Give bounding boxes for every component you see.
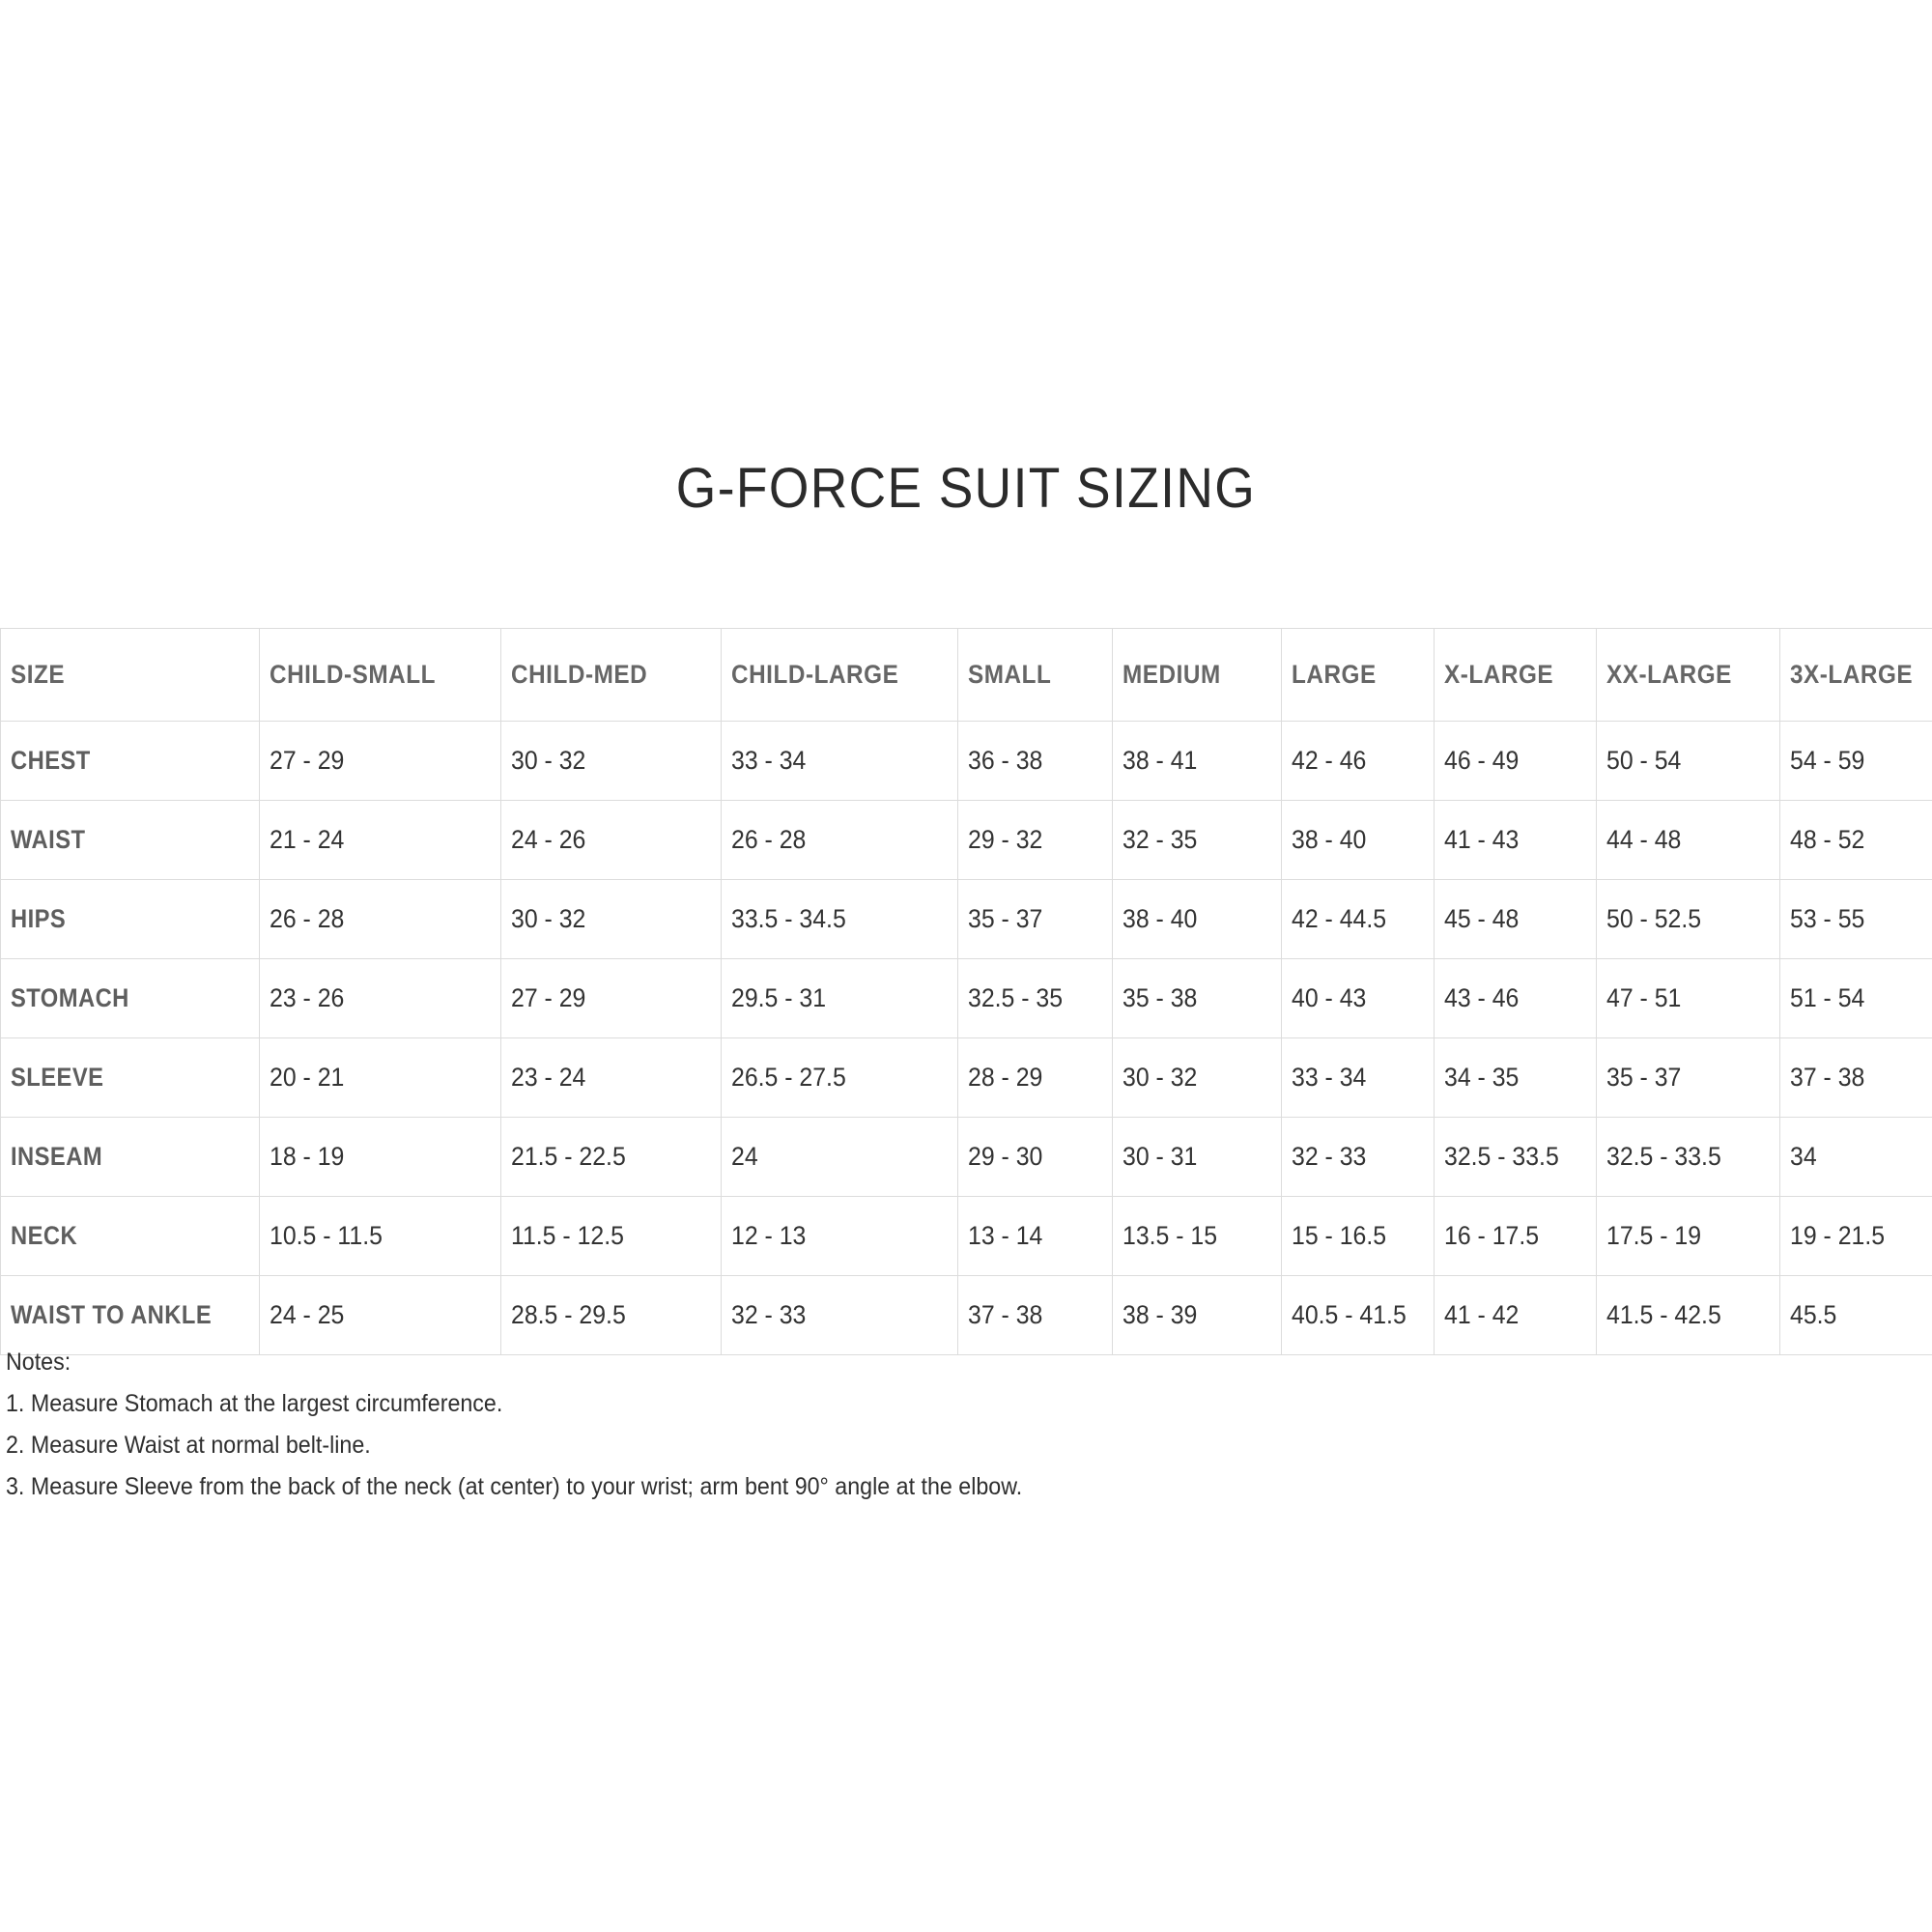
- cell: [1113, 1118, 1282, 1197]
- cell: [501, 1038, 722, 1118]
- column-header-label: SMALL: [968, 660, 1052, 689]
- cell-value: 32 - 33: [1292, 1142, 1367, 1171]
- cell-value: 29 - 32: [968, 825, 1043, 854]
- note-item-text: 2. Measure Waist at normal belt-line.: [6, 1432, 371, 1459]
- column-header-label: XX-LARGE: [1606, 660, 1732, 689]
- cell: [260, 1197, 501, 1276]
- cell: [1282, 1197, 1435, 1276]
- cell-value: 46 - 49: [1444, 746, 1520, 775]
- column-header-label: CHILD-SMALL: [270, 660, 436, 689]
- row-label-inseam: [1, 1118, 260, 1197]
- cell-value: 47 - 51: [1606, 983, 1682, 1012]
- cell-value: 10.5 - 11.5: [270, 1221, 383, 1250]
- cell: [722, 1038, 958, 1118]
- cell: [958, 801, 1113, 880]
- cell-value: 32.5 - 35: [968, 983, 1064, 1012]
- row-label-stomach: [1, 959, 260, 1038]
- note-item: [6, 1392, 1551, 1416]
- cell: [501, 1276, 722, 1355]
- column-header-small: [958, 629, 1113, 722]
- column-header-label: LARGE: [1292, 660, 1377, 689]
- cell-value: 33 - 34: [1292, 1063, 1367, 1092]
- cell-value: 36 - 38: [968, 746, 1043, 775]
- cell-value: 34: [1790, 1142, 1817, 1171]
- cell: [958, 959, 1113, 1038]
- cell-value: 38 - 39: [1122, 1300, 1198, 1329]
- cell: [1597, 1038, 1780, 1118]
- cell-value: 45.5: [1790, 1300, 1837, 1329]
- row-label-text: WAIST: [11, 825, 86, 854]
- row-label-waist: [1, 801, 260, 880]
- cell: [1113, 880, 1282, 959]
- cell: [722, 801, 958, 880]
- cell-value: 11.5 - 12.5: [511, 1221, 624, 1250]
- cell-value: 20 - 21: [270, 1063, 345, 1092]
- cell: [722, 959, 958, 1038]
- column-header-child-med: [501, 629, 722, 722]
- cell: [1780, 1118, 1932, 1197]
- column-header-label: MEDIUM: [1122, 660, 1221, 689]
- cell: [260, 1276, 501, 1355]
- cell: [722, 880, 958, 959]
- cell: [1780, 801, 1932, 880]
- table-row: [1, 1038, 1932, 1118]
- cell-value: 37 - 38: [968, 1300, 1043, 1329]
- row-label-text: NECK: [11, 1221, 78, 1250]
- cell-value: 17.5 - 19: [1606, 1221, 1702, 1250]
- cell-value: 15 - 16.5: [1292, 1221, 1387, 1250]
- column-header-label: 3X-LARGE: [1790, 660, 1914, 689]
- column-header-child-large: [722, 629, 958, 722]
- cell-value: 42 - 44.5: [1292, 904, 1387, 933]
- notes-heading: [6, 1350, 1551, 1375]
- cell-value: 35 - 37: [968, 904, 1043, 933]
- column-header-label: CHILD-LARGE: [731, 660, 899, 689]
- cell-value: 33 - 34: [731, 746, 807, 775]
- cell: [1780, 1276, 1932, 1355]
- column-header-x-large: [1435, 629, 1597, 722]
- cell: [1597, 801, 1780, 880]
- cell: [1597, 880, 1780, 959]
- cell-value: 33.5 - 34.5: [731, 904, 846, 933]
- cell: [722, 722, 958, 801]
- cell: [260, 1118, 501, 1197]
- row-label-neck: [1, 1197, 260, 1276]
- cell: [1113, 801, 1282, 880]
- cell-value: 29.5 - 31: [731, 983, 827, 1012]
- table-header: [1, 629, 1932, 722]
- table-row: [1, 959, 1932, 1038]
- cell: [1597, 959, 1780, 1038]
- cell-value: 41 - 43: [1444, 825, 1520, 854]
- table-row: [1, 880, 1932, 959]
- cell-value: 27 - 29: [511, 983, 586, 1012]
- cell-value: 50 - 52.5: [1606, 904, 1702, 933]
- row-label-text: STOMACH: [11, 983, 129, 1012]
- cell: [1282, 1118, 1435, 1197]
- table-row: [1, 1276, 1932, 1355]
- table-body: [1, 722, 1932, 1355]
- cell: [1435, 801, 1597, 880]
- cell-value: 44 - 48: [1606, 825, 1682, 854]
- cell-value: 40 - 43: [1292, 983, 1367, 1012]
- cell: [958, 1276, 1113, 1355]
- cell: [260, 959, 501, 1038]
- cell: [722, 1197, 958, 1276]
- cell-value: 54 - 59: [1790, 746, 1865, 775]
- row-label-text: WAIST TO ANKLE: [11, 1300, 213, 1329]
- cell-value: 26 - 28: [270, 904, 345, 933]
- cell: [260, 1038, 501, 1118]
- row-label-text: SLEEVE: [11, 1063, 104, 1092]
- cell: [501, 880, 722, 959]
- cell-value: 30 - 31: [1122, 1142, 1198, 1171]
- row-label-chest: [1, 722, 260, 801]
- cell: [501, 1197, 722, 1276]
- cell: [1435, 1276, 1597, 1355]
- cell-value: 23 - 26: [270, 983, 345, 1012]
- cell-value: 30 - 32: [511, 904, 586, 933]
- cell: [1113, 1197, 1282, 1276]
- cell-value: 28 - 29: [968, 1063, 1043, 1092]
- cell-value: 30 - 32: [1122, 1063, 1198, 1092]
- cell: [1435, 1197, 1597, 1276]
- cell: [260, 880, 501, 959]
- cell: [1780, 880, 1932, 959]
- cell-value: 29 - 30: [968, 1142, 1043, 1171]
- cell-value: 32.5 - 33.5: [1444, 1142, 1559, 1171]
- cell: [1282, 801, 1435, 880]
- cell-value: 24 - 25: [270, 1300, 345, 1329]
- cell: [1780, 1197, 1932, 1276]
- cell-value: 37 - 38: [1790, 1063, 1865, 1092]
- column-header-xx-large: [1597, 629, 1780, 722]
- cell-value: 41.5 - 42.5: [1606, 1300, 1721, 1329]
- notes-section: [6, 1350, 1551, 1517]
- cell-value: 35 - 38: [1122, 983, 1198, 1012]
- cell: [1597, 1118, 1780, 1197]
- column-header-3x-large: [1780, 629, 1932, 722]
- cell: [1597, 722, 1780, 801]
- cell: [1282, 959, 1435, 1038]
- cell: [260, 801, 501, 880]
- cell: [1113, 1276, 1282, 1355]
- sizing-table: [0, 628, 1932, 1355]
- cell: [1780, 722, 1932, 801]
- cell: [501, 1118, 722, 1197]
- table-row: [1, 1118, 1932, 1197]
- cell: [722, 1118, 958, 1197]
- cell-value: 40.5 - 41.5: [1292, 1300, 1406, 1329]
- cell-value: 16 - 17.5: [1444, 1221, 1540, 1250]
- note-item-text: 1. Measure Stomach at the largest circumference.: [6, 1390, 503, 1417]
- note-item: [6, 1475, 1551, 1499]
- note-item: [6, 1434, 1551, 1458]
- cell-value: 42 - 46: [1292, 746, 1367, 775]
- cell-value: 26.5 - 27.5: [731, 1063, 846, 1092]
- cell-value: 24: [731, 1142, 758, 1171]
- cell-value: 18 - 19: [270, 1142, 345, 1171]
- cell: [1435, 722, 1597, 801]
- table-row: [1, 722, 1932, 801]
- cell: [1780, 1038, 1932, 1118]
- row-label-hips: [1, 880, 260, 959]
- table-row: [1, 801, 1932, 880]
- column-header-label: X-LARGE: [1444, 660, 1554, 689]
- cell-value: 45 - 48: [1444, 904, 1520, 933]
- cell: [1435, 959, 1597, 1038]
- cell-value: 50 - 54: [1606, 746, 1682, 775]
- row-label-text: INSEAM: [11, 1142, 103, 1171]
- cell-value: 38 - 40: [1122, 904, 1198, 933]
- cell: [958, 880, 1113, 959]
- row-label-text: CHEST: [11, 746, 91, 775]
- cell: [1113, 1038, 1282, 1118]
- cell-value: 13.5 - 15: [1122, 1221, 1218, 1250]
- column-header-label: SIZE: [11, 660, 66, 689]
- cell: [1282, 1038, 1435, 1118]
- cell-value: 19 - 21.5: [1790, 1221, 1886, 1250]
- column-header-label: CHILD-MED: [511, 660, 648, 689]
- sizing-table-container: [0, 628, 1932, 1355]
- cell-value: 21.5 - 22.5: [511, 1142, 626, 1171]
- cell: [1282, 1276, 1435, 1355]
- cell: [958, 1118, 1113, 1197]
- cell-value: 35 - 37: [1606, 1063, 1682, 1092]
- cell: [1435, 1118, 1597, 1197]
- cell-value: 26 - 28: [731, 825, 807, 854]
- cell-value: 34 - 35: [1444, 1063, 1520, 1092]
- column-header-child-small: [260, 629, 501, 722]
- cell-value: 13 - 14: [968, 1221, 1043, 1250]
- row-label-waist-to-ankle: [1, 1276, 260, 1355]
- cell: [958, 1038, 1113, 1118]
- column-header-size: [1, 629, 260, 722]
- cell: [1113, 722, 1282, 801]
- cell: [1435, 880, 1597, 959]
- cell-value: 12 - 13: [731, 1221, 807, 1250]
- cell-value: 38 - 40: [1292, 825, 1367, 854]
- table-header-row: [1, 629, 1932, 722]
- cell-value: 30 - 32: [511, 746, 586, 775]
- column-header-medium: [1113, 629, 1282, 722]
- cell-value: 32 - 35: [1122, 825, 1198, 854]
- cell: [958, 1197, 1113, 1276]
- cell-value: 48 - 52: [1790, 825, 1865, 854]
- cell-value: 24 - 26: [511, 825, 586, 854]
- cell-value: 28.5 - 29.5: [511, 1300, 626, 1329]
- cell: [1282, 722, 1435, 801]
- cell: [501, 801, 722, 880]
- cell: [260, 722, 501, 801]
- cell: [1597, 1197, 1780, 1276]
- cell: [1282, 880, 1435, 959]
- notes-heading-text: Notes:: [6, 1349, 71, 1376]
- cell: [1597, 1276, 1780, 1355]
- cell-value: 27 - 29: [270, 746, 345, 775]
- cell-value: 32 - 33: [731, 1300, 807, 1329]
- cell-value: 53 - 55: [1790, 904, 1865, 933]
- cell-value: 21 - 24: [270, 825, 345, 854]
- column-header-large: [1282, 629, 1435, 722]
- cell-value: 41 - 42: [1444, 1300, 1520, 1329]
- cell-value: 43 - 46: [1444, 983, 1520, 1012]
- cell: [501, 722, 722, 801]
- cell: [1113, 959, 1282, 1038]
- cell-value: 38 - 41: [1122, 746, 1198, 775]
- cell: [958, 722, 1113, 801]
- cell-value: 32.5 - 33.5: [1606, 1142, 1721, 1171]
- cell: [722, 1276, 958, 1355]
- table-row: [1, 1197, 1932, 1276]
- cell: [1435, 1038, 1597, 1118]
- cell: [1780, 959, 1932, 1038]
- cell: [501, 959, 722, 1038]
- row-label-sleeve: [1, 1038, 260, 1118]
- cell-value: 51 - 54: [1790, 983, 1865, 1012]
- row-label-text: HIPS: [11, 904, 67, 933]
- note-item-text: 3. Measure Sleeve from the back of the neck (at center) to your wrist; arm bent 90° angle at the elbow.: [6, 1473, 1023, 1500]
- cell-value: 23 - 24: [511, 1063, 586, 1092]
- page-title: G-FORCE SUIT SIZING: [675, 457, 1257, 520]
